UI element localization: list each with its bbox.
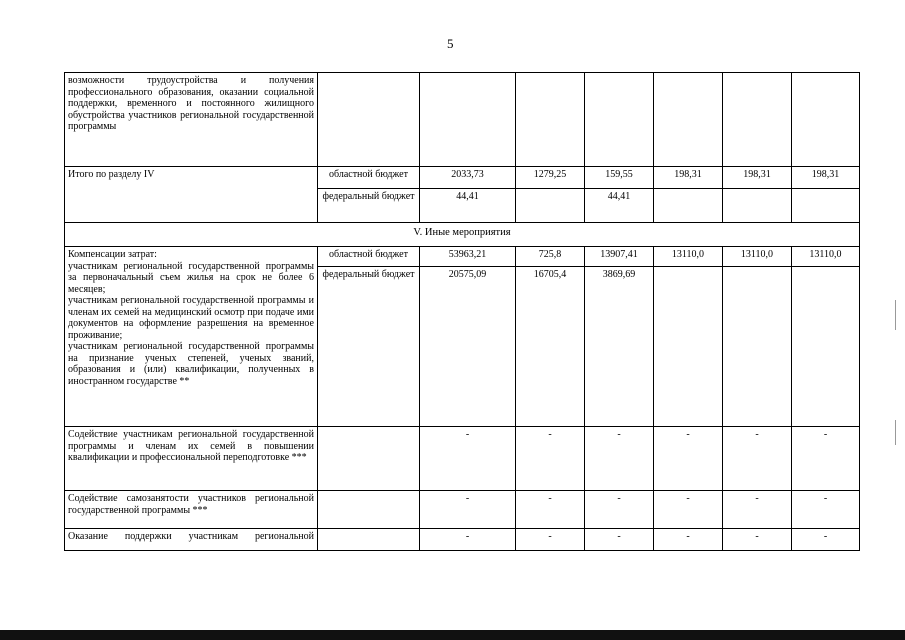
total-section-iv-label: Итого по разделу IV xyxy=(65,167,318,223)
dash-cell: - xyxy=(792,491,860,529)
support-text: Оказание поддержки участникам региональной xyxy=(65,529,318,551)
value-cell: 44,41 xyxy=(420,189,516,223)
dash-cell: - xyxy=(516,491,585,529)
dash-cell: - xyxy=(585,491,654,529)
value-cell xyxy=(792,267,860,427)
training-text: Содействие участникам региональной государственной программы и членам их семей в повышении квалификации и профессиональной переподготовке *** xyxy=(65,427,318,491)
value-cell: 3869,69 xyxy=(585,267,654,427)
table-row xyxy=(65,247,860,267)
scan-edge-mark xyxy=(895,300,896,330)
table-row xyxy=(65,223,860,247)
value-cell: 725,8 xyxy=(516,247,585,267)
dash-cell: - xyxy=(585,427,654,491)
dash-cell: - xyxy=(420,529,516,551)
value-cell: 198,31 xyxy=(654,167,723,189)
table-row xyxy=(65,427,860,491)
budget-source: федеральный бюджет xyxy=(318,189,420,223)
dash-cell: - xyxy=(792,529,860,551)
compensation-text: Компенсации затрат: участникам региональной государственной программы за первоначальный съем жилья на срок не более 6 месяцев; участникам региональной государственной программы и членам их семей на медицинский осмотр при подаче ими документов на оформление разрешения на временное проживание; участникам региональной государственной программы на признание ученых степеней, ученых званий, образования и (или) квалификации, полученных в иностранном государстве ** xyxy=(65,247,318,427)
scan-bottom-edge xyxy=(0,630,905,640)
value-cell: 2033,73 xyxy=(420,167,516,189)
dash-cell: - xyxy=(654,529,723,551)
table-row xyxy=(65,529,860,551)
value-cell xyxy=(654,189,723,223)
dash-cell: - xyxy=(723,427,792,491)
value-cell: 20575,09 xyxy=(420,267,516,427)
value-cell: 16705,4 xyxy=(516,267,585,427)
value-cell: 13110,0 xyxy=(654,247,723,267)
dash-cell: - xyxy=(420,427,516,491)
value-cell: 159,55 xyxy=(585,167,654,189)
self-employment-text: Содействие самозанятости участников региональной государственной программы *** xyxy=(65,491,318,529)
value-cell: 198,31 xyxy=(792,167,860,189)
value-cell: 13907,41 xyxy=(585,247,654,267)
dash-cell: - xyxy=(654,427,723,491)
value-cell xyxy=(654,267,723,427)
dash-cell: - xyxy=(516,427,585,491)
value-cell: 44,41 xyxy=(585,189,654,223)
scan-edge-mark xyxy=(895,420,896,445)
dash-cell: - xyxy=(420,491,516,529)
budget-source: федеральный бюджет xyxy=(318,267,420,427)
value-cell xyxy=(723,267,792,427)
value-cell xyxy=(792,189,860,223)
dash-cell: - xyxy=(585,529,654,551)
budget-source: областной бюджет xyxy=(318,167,420,189)
page-number: 5 xyxy=(447,36,454,51)
value-cell: 53963,21 xyxy=(420,247,516,267)
dash-cell: - xyxy=(723,529,792,551)
value-cell xyxy=(516,189,585,223)
value-cell xyxy=(723,189,792,223)
table-row xyxy=(65,73,860,167)
budget-source: областной бюджет xyxy=(318,247,420,267)
dash-cell: - xyxy=(654,491,723,529)
value-cell: 1279,25 xyxy=(516,167,585,189)
section-title: V. Иные мероприятия xyxy=(65,223,860,247)
table-row xyxy=(65,491,860,529)
value-cell: 13110,0 xyxy=(792,247,860,267)
dash-cell: - xyxy=(723,491,792,529)
value-cell: 198,31 xyxy=(723,167,792,189)
table-row xyxy=(65,167,860,189)
row-continuation-text: возможности трудоустройства и получения профессионального образования, оказании социальной поддержки, временного и постоянного жилищного обустройства участников региональной государственной программы xyxy=(65,73,318,167)
dash-cell: - xyxy=(516,529,585,551)
value-cell: 13110,0 xyxy=(723,247,792,267)
budget-table xyxy=(64,72,860,551)
dash-cell: - xyxy=(792,427,860,491)
